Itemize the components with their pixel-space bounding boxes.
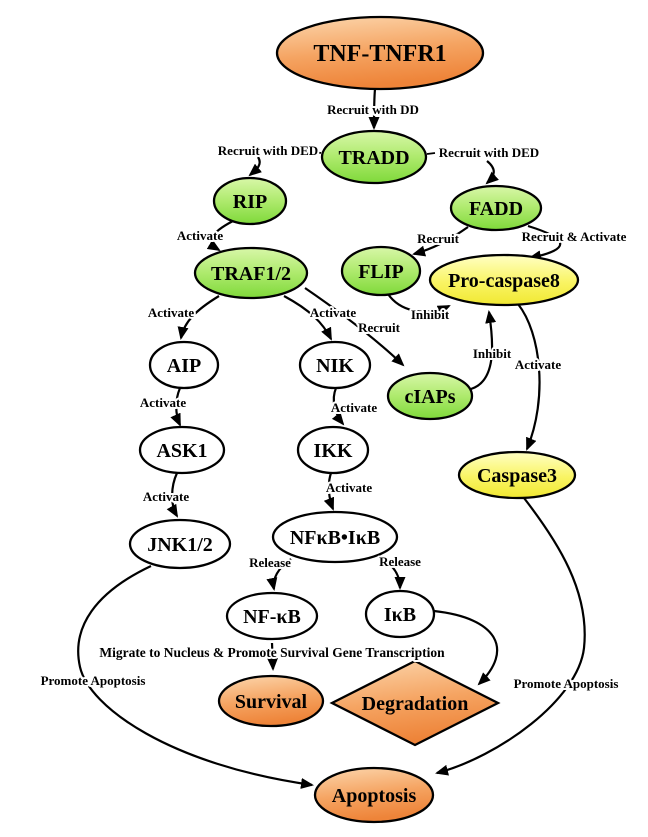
node-tnf-tnfr1-label: TNF-TNFR1 xyxy=(313,41,447,67)
label-recruit-with-ded-right: Recruit with DED xyxy=(438,145,540,160)
label-migrate-to-nucleus: Migrate to Nucleus & Promote Survival Gene Transcription xyxy=(99,645,445,660)
node-nf-kb xyxy=(227,593,317,639)
label-activate-traf-nik: Activate xyxy=(309,305,357,320)
node-traf1-2 xyxy=(195,248,307,298)
node-fadd xyxy=(451,186,541,230)
label-promote-apoptosis-left: Promote Apoptosis xyxy=(40,673,146,688)
label-release-right: Release xyxy=(379,554,421,569)
node-apoptosis xyxy=(315,768,433,822)
node-aip-label: AIP xyxy=(166,355,202,377)
node-ciaps-label: cIAPs xyxy=(404,386,456,408)
label-activate-ask1-jnk: Activate xyxy=(142,489,190,504)
node-aip xyxy=(150,342,218,388)
label-activate-aip-ask1: Activate xyxy=(139,395,187,410)
node-degradation xyxy=(332,661,498,745)
label-activate-traf-aip: Activate xyxy=(147,305,195,320)
node-rip-label: RIP xyxy=(232,191,268,213)
node-nf-kb-label: NF-κB xyxy=(243,606,301,628)
node-rip xyxy=(214,178,286,224)
node-ikb-label: IκB xyxy=(383,604,417,626)
label-activate-nik-ikk: Activate xyxy=(330,400,378,415)
node-survival xyxy=(219,676,323,726)
node-fadd-label: FADD xyxy=(468,198,524,220)
label-recruit-traf-ciaps: Recruit xyxy=(358,320,400,335)
label-recruit-with-ded-left: Recruit with DED xyxy=(217,143,319,158)
node-caspase3-label: Caspase3 xyxy=(476,465,558,487)
label-activate-ikk-nfkbikb: Activate xyxy=(325,480,373,495)
node-ikk xyxy=(298,427,368,473)
label-activate-rip-traf: Activate xyxy=(176,228,224,243)
node-survival-label: Survival xyxy=(234,691,308,713)
node-ikb xyxy=(366,591,434,637)
label-release-left: Release xyxy=(249,555,291,570)
node-tradd-label: TRADD xyxy=(338,147,410,169)
node-pro-caspase8 xyxy=(430,255,578,305)
node-ask1-label: ASK1 xyxy=(156,440,208,462)
nodes xyxy=(130,17,578,822)
label-promote-apoptosis-right: Promote Apoptosis xyxy=(513,676,619,691)
node-nik xyxy=(300,342,370,388)
node-caspase3 xyxy=(459,452,575,498)
node-pro-caspase8-label: Pro-caspase8 xyxy=(448,270,560,292)
label-recruit-activate-fadd-procaspase8: Recruit & Activate xyxy=(521,229,627,244)
edge-tradd-to-fadd xyxy=(487,161,494,183)
connector-tradd-right-label xyxy=(427,153,435,154)
node-traf1-2-label: TRAF1/2 xyxy=(211,263,291,285)
node-ask1 xyxy=(140,427,224,473)
edge-caspase3-to-apoptosis xyxy=(437,498,585,773)
edge-tradd-to-rip xyxy=(250,157,260,175)
label-recruit-fadd-flip: Recruit xyxy=(417,231,459,246)
label-activate-procaspase8-caspase3: Activate xyxy=(514,357,562,372)
node-ikk-label: IKK xyxy=(313,440,353,462)
node-degradation-label: Degradation xyxy=(361,693,469,715)
node-tnf-tnfr1 xyxy=(277,17,483,89)
label-inhibit-flip: Inhibit xyxy=(410,307,450,322)
node-flip xyxy=(342,247,420,295)
label-inhibit-ciaps: Inhibit xyxy=(472,346,512,361)
node-tradd xyxy=(322,131,426,183)
node-jnk1-2 xyxy=(130,520,230,568)
node-nik-label: NIK xyxy=(316,355,354,377)
node-flip-label: FLIP xyxy=(358,261,404,283)
node-jnk1-2-label: JNK1/2 xyxy=(147,534,213,556)
edge-procaspase8-to-caspase3 xyxy=(518,304,540,449)
label-recruit-with-dd: Recruit with DD xyxy=(327,102,419,117)
node-nfkb-ikb-label: NFκB•IκB xyxy=(289,527,381,549)
node-ciaps xyxy=(388,373,472,419)
node-apoptosis-label: Apoptosis xyxy=(331,785,417,807)
